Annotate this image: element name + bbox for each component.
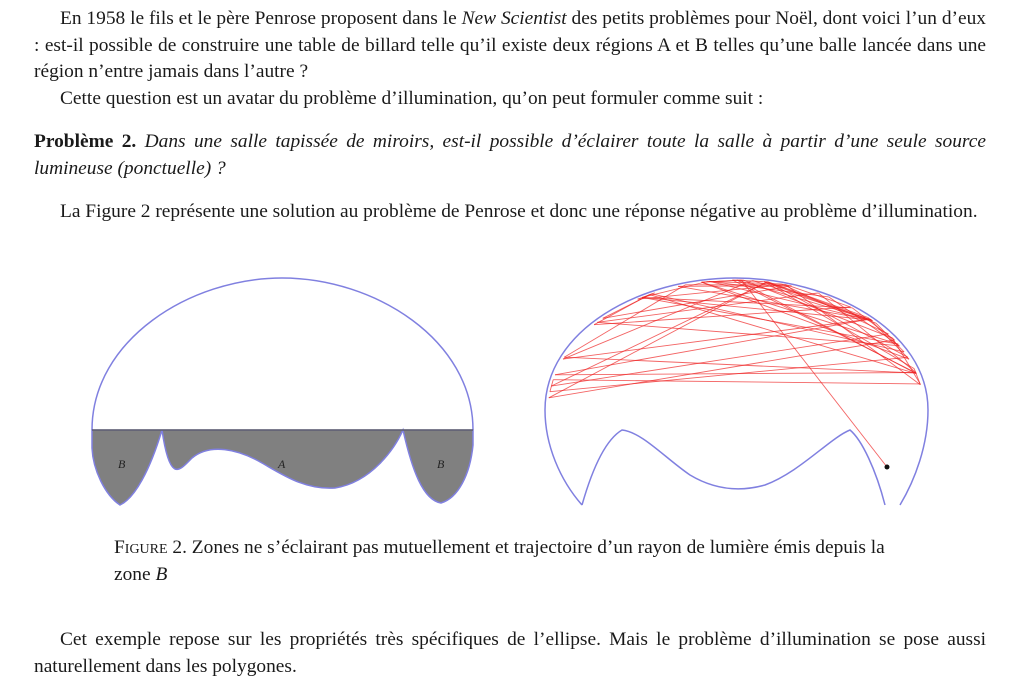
ray-segment [555, 373, 916, 375]
right-billiard [545, 278, 928, 505]
caption-math: B [155, 563, 168, 585]
problem-label: Problème 2. [34, 131, 137, 152]
figure-reference-paragraph: La Figure 2 représente une solution au problème de Penrose et donc une réponse négative au problème d’illumination. [60, 201, 978, 222]
problem-statement [34, 129, 986, 182]
figure-2 [0, 270, 1024, 520]
caption-text: Zones ne s’éclairant pas mutuellement et trajectoire d’un rayon de lumière émis depuis la zone [114, 537, 885, 585]
ray-segment [638, 285, 786, 300]
ray-segment [768, 282, 908, 357]
outer-boundary [545, 278, 928, 505]
ray-segment [555, 319, 870, 375]
ray-segment [549, 340, 895, 398]
left-billiard [92, 278, 473, 505]
light-ray-trajectory [549, 280, 921, 467]
journal-name: New Scientist [461, 8, 567, 29]
intro-text-end: des petits problèmes pour Noël, dont voici l’un d’eux : est-il possible de construire une table de billard telle qu’il existe deux régions A et B telles qu’une balle lancée dans une région n’entre jamais dans l’autre ? [34, 8, 986, 82]
transition-paragraph: Cette question est un avatar du problème d’illumination, qu’on peut formuler comme suit : [60, 88, 764, 109]
inner-wave [582, 430, 885, 505]
ray-segment [764, 282, 876, 324]
ray-segment [819, 293, 916, 372]
ray-segment [702, 282, 899, 344]
problem-text: Dans une salle tapissée de miroirs, est-il possible d’éclairer toute la salle à partir d’une seule source lumineuse (ponctuelle) ? [34, 131, 986, 179]
ellipse-arc [92, 278, 473, 430]
ray-segment [563, 281, 753, 360]
ray-segment [553, 380, 920, 384]
ray-segment [597, 293, 818, 322]
label-a: A [278, 457, 286, 471]
ray-segment [551, 334, 888, 386]
caption-label: Figure 2. [114, 537, 187, 558]
ray-segment [564, 357, 916, 373]
ray-segment [563, 319, 870, 359]
figure-caption [114, 535, 914, 588]
source-point [885, 465, 890, 470]
ray-segment [782, 284, 889, 334]
intro-text-start: En 1958 le fils et le père Penrose proposent dans le [60, 8, 462, 29]
ray-segment [564, 285, 685, 357]
intro-paragraph [34, 6, 986, 86]
closing-paragraph: Cet exemple repose sur les propriétés très spécifiques de l’ellipse. Mais le problème d’illumination se pose aussi naturellement dans les polygones. [34, 629, 986, 677]
label-b-right: B [437, 457, 445, 471]
ray-segment [603, 294, 652, 319]
label-b-left: B [118, 457, 126, 471]
